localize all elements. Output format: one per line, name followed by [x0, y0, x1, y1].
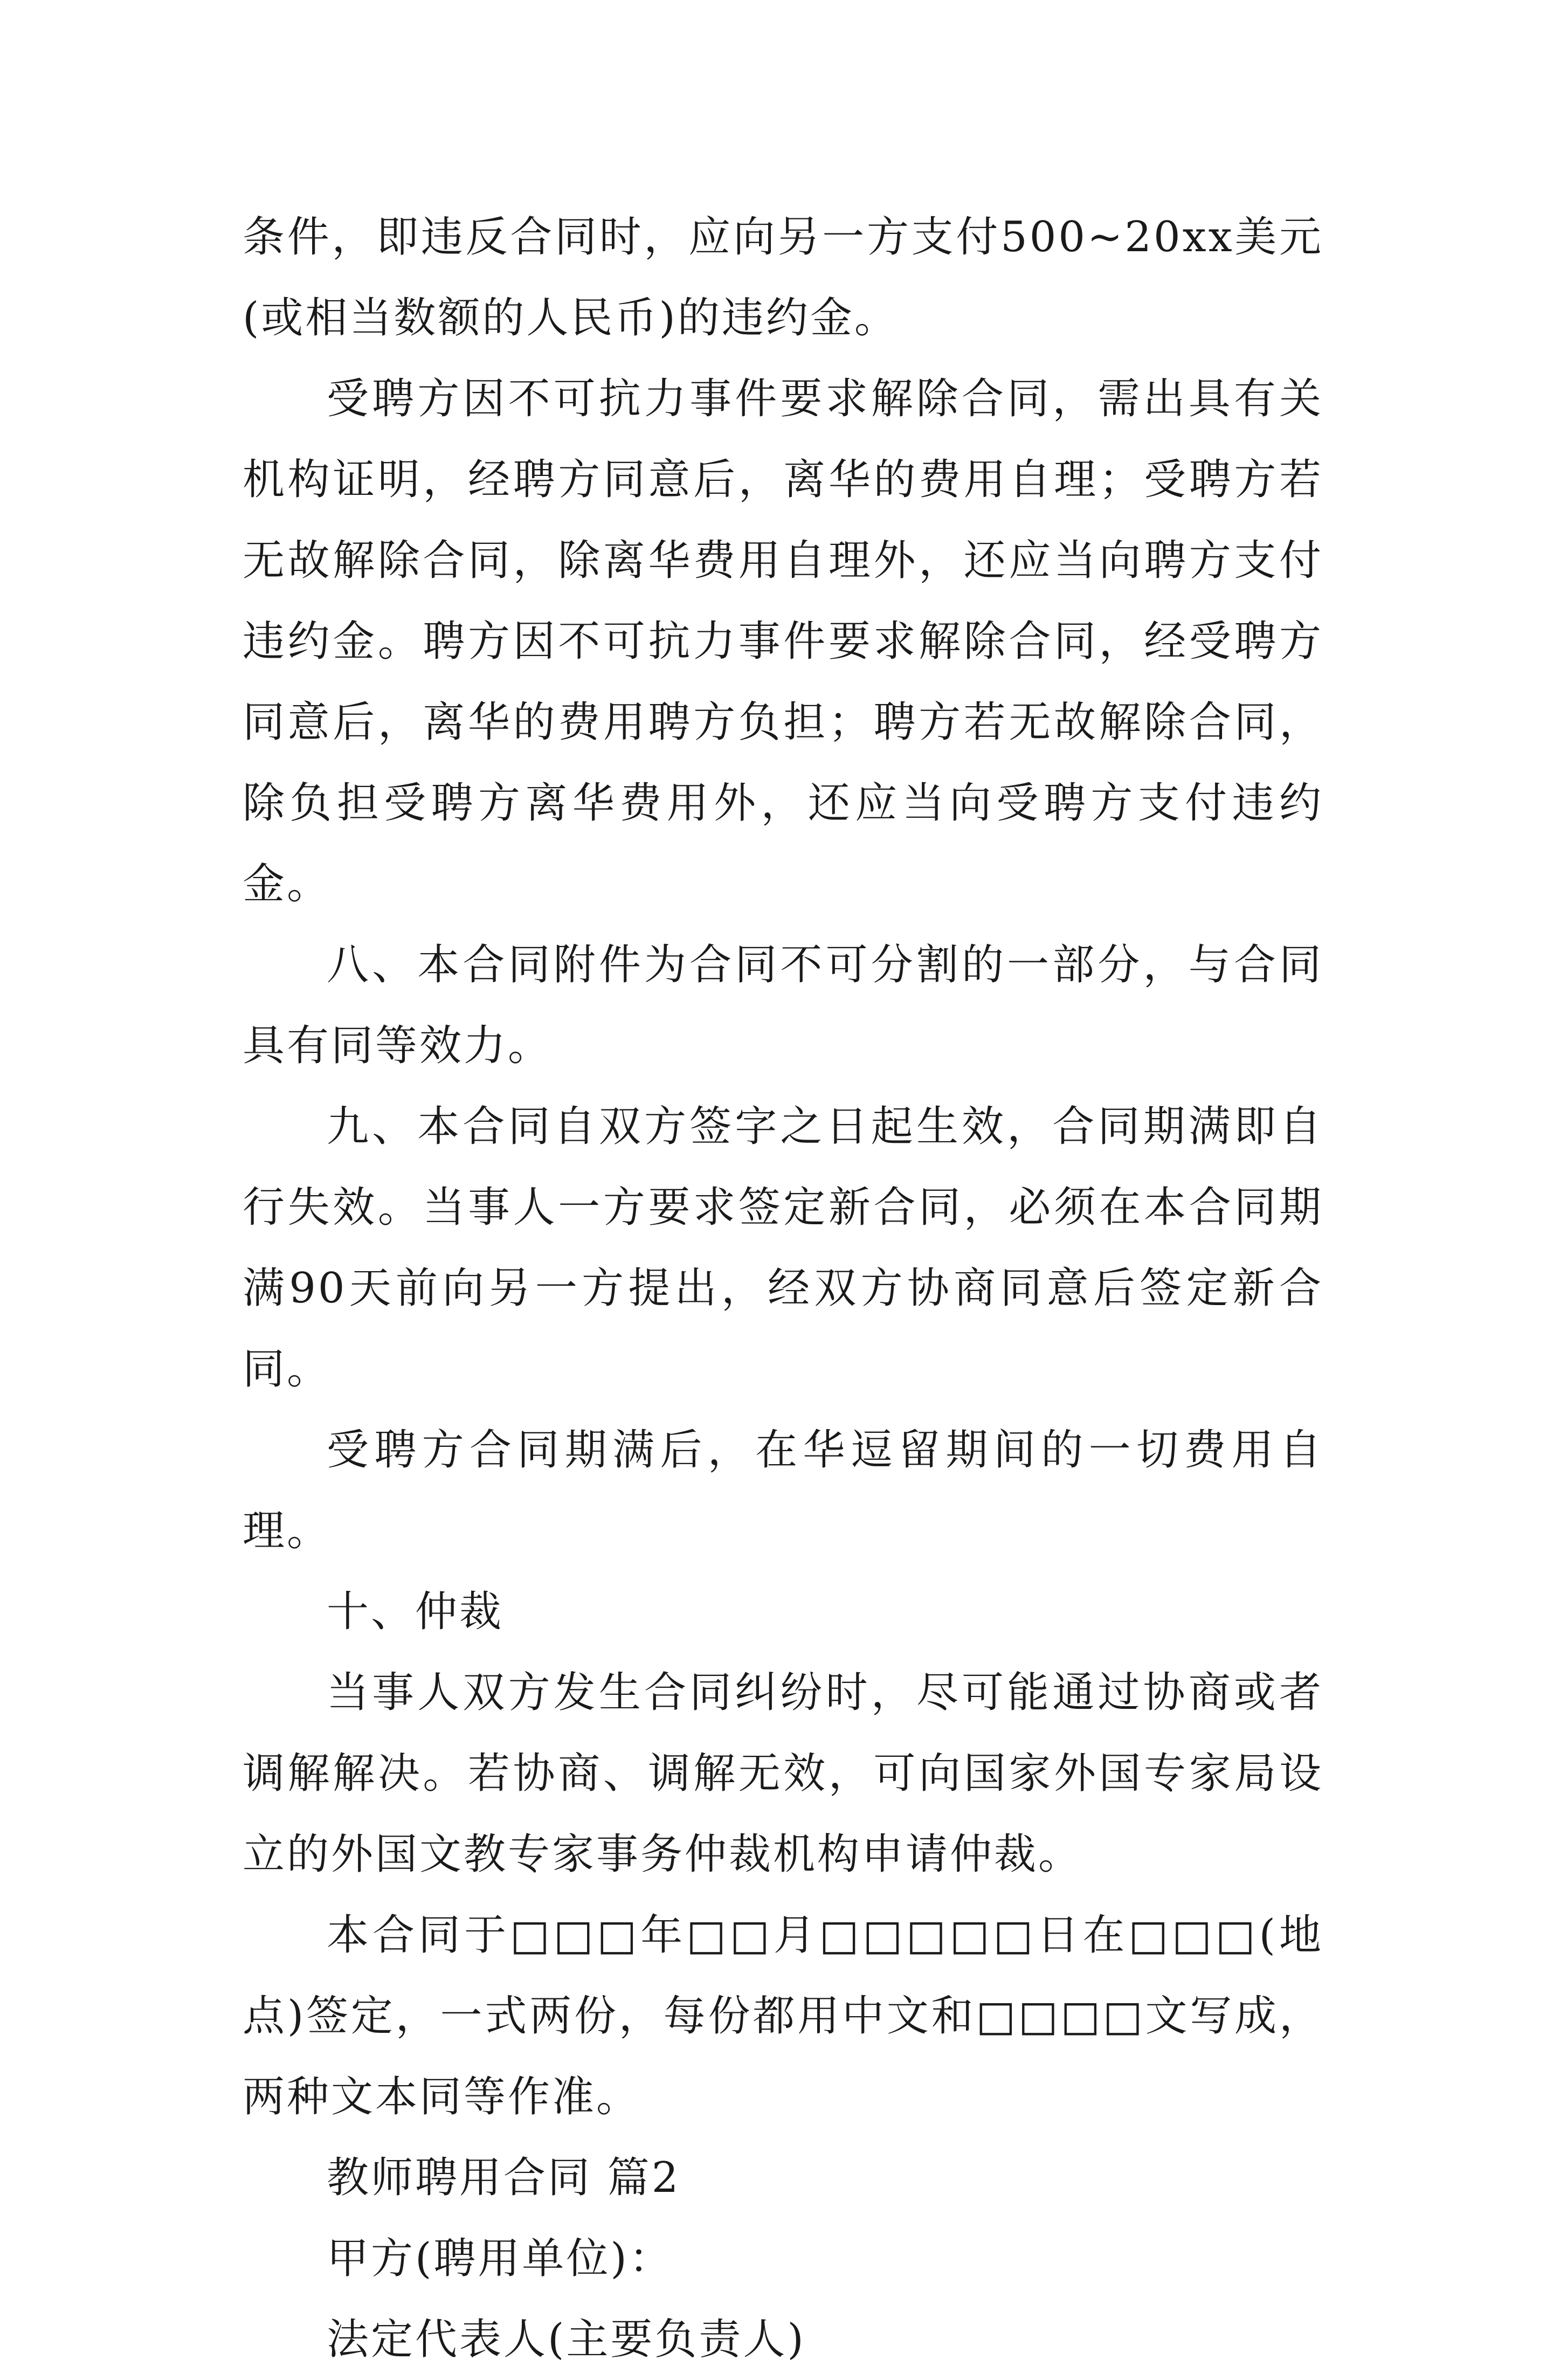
paragraph-expiry-costs: 受聘方合同期满后，在华逗留期间的一切费用自理。 [243, 1426, 1323, 1555]
document-body [243, 197, 1323, 2380]
paragraph-signing: 本合同于□□□年□□月□□□□□日在□□□(地点)签定，一式两份，每份都用中文和□□□□文写成，两种文本同等作准。 [243, 1911, 1323, 2121]
paragraph-termination: 受聘方因不可抗力事件要求解除合同，需出具有关机构证明，经聘方同意后，离华的费用自理；受聘方若无故解除合同，除离华费用自理外，还应当向聘方支付违约金。聘方因不可抗力事件要求解除合同，经受聘方同意后，离华的费用聘方负担；聘方若无故解除合同，除负担受聘方离华费用外，还应当向受聘方支付违约金。 [243, 375, 1323, 908]
paragraph-legal-representative: 法定代表人(主要负责人) [327, 2315, 806, 2364]
paragraph-party-a: 甲方(聘用单位)： [327, 2234, 673, 2283]
paragraph-arbitration: 当事人双方发生合同纠纷时，尽可能通过协商或者调解解决。若协商、调解无效，可向国家外国专家局设立的外国文教专家事务仲裁机构申请仲裁。 [243, 1668, 1323, 1879]
paragraph-penalty-continuation: 条件，即违反合同时，应向另一方支付500~20xx美元(或相当数额的人民币)的违约金。 [243, 213, 1323, 342]
heading-clause-10: 十、仲裁 [327, 1588, 504, 1636]
heading-contract-2: 教师聘用合同 篇2 [327, 2154, 681, 2202]
paragraph-clause-8: 八、本合同附件为合同不可分割的一部分，与合同具有同等效力。 [243, 941, 1323, 1070]
paragraph-clause-9: 九、本合同自双方签字之日起生效，合同期满即自行失效。当事人一方要求签定新合同，必须在本合同期满90天前向另一方提出，经双方协商同意后签定新合同。 [243, 1102, 1323, 1393]
